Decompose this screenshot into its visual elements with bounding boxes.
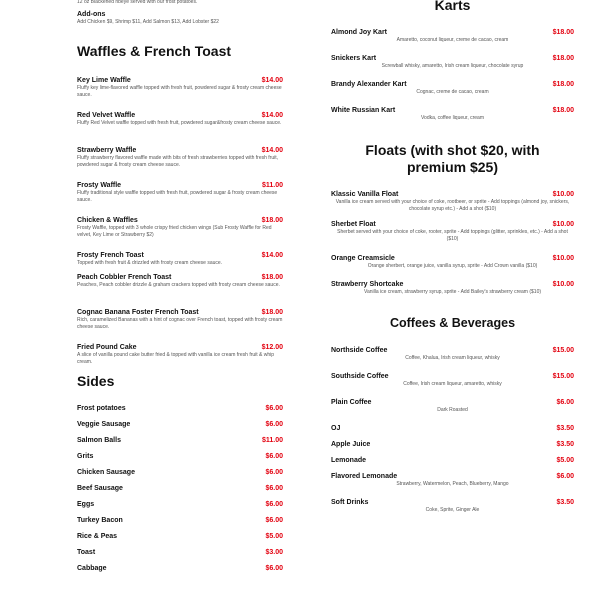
side-item <box>77 464 283 480</box>
side-item <box>77 448 283 464</box>
waffles-list <box>77 76 283 373</box>
karts-list <box>331 28 574 132</box>
item-price: $14.00 <box>261 77 283 84</box>
item-name: Northside Coffee <box>331 347 388 354</box>
item-price: $6.00 <box>265 516 283 524</box>
item-name: Snickers Kart <box>331 55 377 62</box>
side-item <box>77 496 283 512</box>
menu-item <box>331 254 574 280</box>
item-name: Orange Creamsicle <box>331 255 395 262</box>
item-price: $18.00 <box>261 309 283 316</box>
menu-item <box>77 181 283 216</box>
item-name: Red Velvet Waffle <box>77 112 136 119</box>
item-price: $10.00 <box>552 221 574 228</box>
menu-item <box>331 372 574 398</box>
item-name: Frost potatoes <box>77 404 126 412</box>
coffee-section-title: Coffees & Beverages <box>389 316 516 330</box>
item-name: White Russian Kart <box>331 107 396 114</box>
item-price: $14.00 <box>261 112 283 119</box>
item-name: Cabbage <box>77 564 107 572</box>
item-price: $6.00 <box>265 452 283 460</box>
item-description: Coffee, Irish cream liqueur, amaretto, whisky <box>403 381 502 387</box>
sides-section-title: Sides <box>77 373 115 389</box>
item-price: $3.50 <box>556 425 574 432</box>
menu-item <box>331 346 574 372</box>
previous-item-description: 12 oz Blackened ribeye served with our frost potatoes. <box>77 0 198 5</box>
item-name: Strawberry Shortcake <box>331 281 404 288</box>
item-description: Strawberry, Watermelon, Peach, Blueberry, Mango <box>396 481 509 487</box>
floats-title-line-1: Floats (with shot $20, with <box>365 142 540 158</box>
menu-item <box>331 220 574 254</box>
side-item <box>77 528 283 544</box>
menu-item <box>331 28 574 54</box>
menu-item <box>77 343 283 373</box>
item-description: Coffee, Khalua, Irish cream liqueur, whisky <box>405 355 500 361</box>
item-price: $10.00 <box>552 255 574 262</box>
item-description: Amaretto, coconut liqueur, creme de cacao, cream <box>396 37 509 43</box>
item-name: Flavored Lemonade <box>331 473 398 480</box>
item-price: $3.50 <box>556 499 574 506</box>
item-price: $15.00 <box>552 347 574 354</box>
item-name: Key Lime Waffle <box>77 77 131 84</box>
side-item <box>77 560 283 576</box>
item-description: Fluffy strawberry flavored waffle made with bits of fresh strawberries topped with fresh fruit, powdered sugar & frosty cream cheese sauce. <box>77 155 279 168</box>
item-price: $18.00 <box>552 107 574 114</box>
item-name: Klassic Vanilla Float <box>331 191 399 198</box>
item-name: Beef Sausage <box>77 484 123 492</box>
item-price: $6.00 <box>265 564 283 572</box>
menu-item <box>77 308 283 343</box>
item-name: Lemonade <box>331 457 367 464</box>
item-name: Rice & Peas <box>77 532 118 540</box>
item-name: Chicken Sausage <box>77 468 135 476</box>
item-price: $3.00 <box>265 548 283 556</box>
item-name: Brandy Alexander Kart <box>331 81 407 88</box>
item-name: Fried Pound Cake <box>77 344 137 351</box>
item-name: Almond Joy Kart <box>331 29 388 36</box>
item-price: $6.00 <box>265 420 283 428</box>
item-description: Peaches, Peach cobbler drizzle & graham crackers topped with frosty cream cheese sauce. <box>77 282 280 288</box>
menu-item <box>331 398 574 424</box>
sides-list <box>77 400 283 576</box>
menu-item <box>331 456 574 472</box>
item-description: Fluffy Red Velvet waffle topped with fresh fruit, powdered sugar&frosty cream cheese sauce. <box>77 120 282 126</box>
item-description: Rich, caramelized Bananas with a hint of cognac over French toast, topped with frosty cream cheese sauce. <box>77 317 283 330</box>
item-price: $6.00 <box>265 404 283 412</box>
side-item <box>77 432 283 448</box>
side-item <box>77 400 283 416</box>
item-description: Coke, Sprite, Ginger Ale <box>425 507 480 513</box>
item-description: Vodka, coffee liqueur, cream <box>420 115 484 121</box>
item-description: Cognac, creme de cacao, cream <box>416 89 489 95</box>
item-name: Salmon Balls <box>77 436 121 444</box>
item-name: Toast <box>77 548 96 556</box>
side-item <box>77 544 283 560</box>
menu-item <box>331 472 574 498</box>
item-price: $6.00 <box>265 484 283 492</box>
item-name: Plain Coffee <box>331 399 372 406</box>
item-price: $18.00 <box>552 29 574 36</box>
menu-item <box>77 273 283 308</box>
menu-item <box>331 190 574 220</box>
menu-item <box>331 280 574 306</box>
item-description: Topped with fresh fruit & drizzled with frosty cream cheese sauce. <box>77 260 223 266</box>
addons-text: Add Chicken $9, Shrimp $11, Add Salmon $13, Add Lobster $22 <box>77 19 219 25</box>
waffles-section-title: Waffles & French Toast <box>77 43 232 59</box>
item-description: Vanilla ice cream, strawberry syrup, sprite - Add Bailey's strawberry cream ($10) <box>363 289 542 295</box>
item-name: Grits <box>77 452 94 460</box>
menu-item <box>77 76 283 111</box>
item-description: Frosty Waffle, topped with 3 whole crispy fried chicken wings (Sub Frosty Waffle for Red velvet, Key Lime or Strawberry $2) <box>77 225 272 238</box>
menu-item <box>331 424 574 440</box>
item-price: $5.00 <box>556 457 574 464</box>
item-price: $6.00 <box>556 473 574 480</box>
item-price: $3.50 <box>556 441 574 448</box>
menu-item <box>77 216 283 251</box>
item-price: $11.00 <box>261 436 283 444</box>
item-name: Strawberry Waffle <box>77 147 137 154</box>
karts-section-title: Karts <box>434 0 471 13</box>
item-description: A slice of vanilla pound cake butter fried & topped with vanilla ice cream fresh fruit & whip cream. <box>77 352 275 365</box>
menu-item <box>331 54 574 80</box>
item-price: $14.00 <box>261 147 283 154</box>
item-description: Screwball whisky, amaretto, Irish cream liqueur, chocolate syrup <box>381 63 524 69</box>
item-price: $6.00 <box>265 468 283 476</box>
item-name: Soft Drinks <box>331 499 369 506</box>
item-name: Veggie Sausage <box>77 420 131 428</box>
menu-item <box>77 146 283 181</box>
item-name: Frosty French Toast <box>77 252 144 259</box>
floats-section-title <box>331 142 574 176</box>
item-description: Dark Roasted <box>437 407 468 413</box>
item-description: Fluffy key lime-flavored waffle topped with fresh fruit, powdered sugar & frosty cream cheese sauce. <box>77 85 282 98</box>
addons-heading: Add-ons <box>77 11 106 18</box>
item-name: Chicken & Waffles <box>77 217 138 224</box>
menu-item <box>331 440 574 456</box>
item-name: Cognac Banana Foster French Toast <box>77 309 199 316</box>
item-description: Sherbet served with your choice of coke, rooter, sprite - Add toppings (glitter, sprinkles, etc.) - Add a shot ($10) <box>337 229 568 242</box>
item-description: Vanilla ice cream served with your choice of coke, rootbeer, or sprite - Add toppings (almond joy, snickers, chocolate syrup etc.) - Add a shot ($10) <box>335 199 570 212</box>
item-description: Fluffy traditional style waffle topped with fresh fruit, powdered sugar & frosty cream cheese sauce. <box>77 190 278 203</box>
item-name: Southside Coffee <box>331 373 389 380</box>
coffee-list <box>331 346 574 524</box>
item-price: $18.00 <box>552 55 574 62</box>
item-name: Frosty Waffle <box>77 182 122 189</box>
menu-item <box>331 80 574 106</box>
item-price: $11.00 <box>261 182 283 189</box>
menu-item <box>77 251 283 273</box>
item-name: OJ <box>331 425 341 432</box>
side-item <box>77 480 283 496</box>
item-price: $18.00 <box>261 217 283 224</box>
menu-item <box>77 111 283 146</box>
item-price: $6.00 <box>265 500 283 508</box>
left-column <box>77 0 283 576</box>
item-name: Sherbet Float <box>331 221 376 228</box>
menu-item <box>331 106 574 132</box>
item-price: $10.00 <box>552 191 574 198</box>
item-price: $15.00 <box>552 373 574 380</box>
item-price: $12.00 <box>261 344 283 351</box>
item-price: $6.00 <box>556 399 574 406</box>
item-price: $5.00 <box>265 532 283 540</box>
item-price: $14.00 <box>261 252 283 259</box>
right-column <box>331 0 574 524</box>
item-name: Eggs <box>77 500 95 508</box>
side-item <box>77 512 283 528</box>
item-name: Peach Cobbler French Toast <box>77 274 172 281</box>
side-item <box>77 416 283 432</box>
item-name: Turkey Bacon <box>77 516 123 524</box>
item-price: $18.00 <box>552 81 574 88</box>
floats-list <box>331 190 574 306</box>
item-price: $10.00 <box>552 281 574 288</box>
item-price: $18.00 <box>261 274 283 281</box>
menu-item <box>331 498 574 524</box>
item-name: Apple Juice <box>331 441 371 448</box>
item-description: Orange sherbert, orange juice, vanilla syrup, sprite - Add Crown vanilla ($10) <box>367 263 538 269</box>
floats-title-line-2: premium $25) <box>406 159 499 175</box>
